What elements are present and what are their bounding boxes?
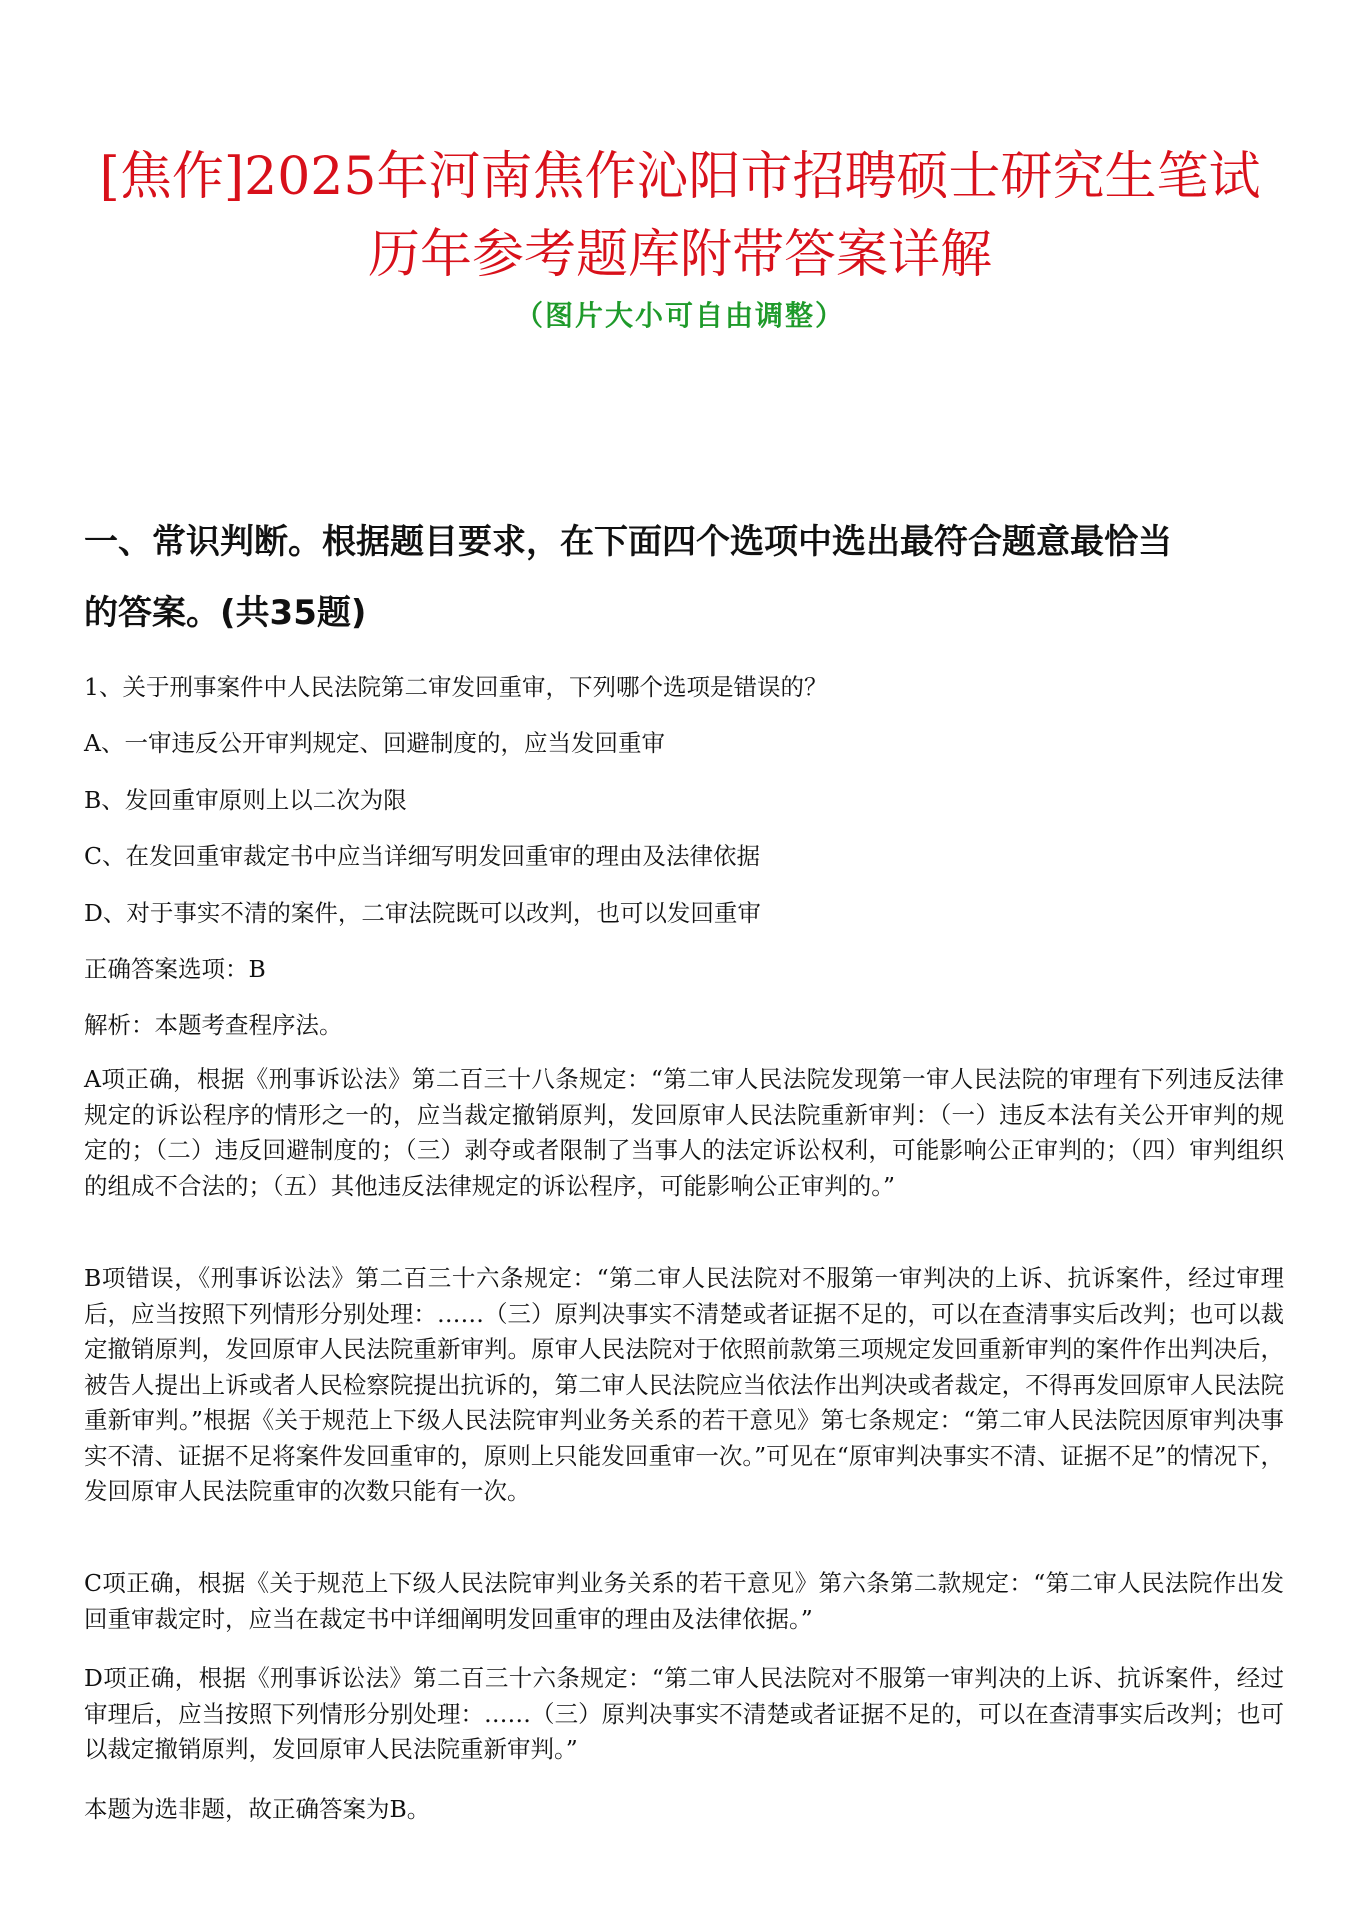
option-c: C、在发回重审裁定书中应当详细写明发回重审的理由及法律依据: [84, 842, 760, 870]
option-b: B、发回重审原则上以二次为限: [84, 786, 407, 814]
analysis-paragraph-a: A项正确，根据《刑事诉讼法》第二百三十八条规定：“第二审人民法院发现第一审人民法院的审理有下列违反法律规定的诉讼程序的情形之一的，应当裁定撤销原判，发回原审人民法院重新审判：（一）违反本法有关公开审判的规定的；（二）违反回避制度的；（三）剥夺或者限制了当事人的法定诉讼权利，可能影响公正审判的；（四）审判组织的组成不合法的；（五）其他违反法律规定的诉讼程序，可能影响公正审判的。”: [84, 1065, 1284, 1200]
analysis-paragraph-c: C项正确，根据《关于规范上下级人民法院审判业务关系的若干意见》第六条第二款规定：“第二审人民法院作出发回重审裁定时，应当在裁定书中详细阐明发回重审的理由及法律依据。”: [84, 1569, 1284, 1633]
document-title-line-2: 历年参考题库附带答案详解: [367, 225, 992, 285]
analysis-paragraph-d: D项正确，根据《刑事诉讼法》第二百三十六条规定：“第二审人民法院对不服第一审判决的上诉、抗诉案件，经过审理后，应当按照下列情形分别处理：……（三）原判决事实不清楚或者证据不足的，可以在查清事实后改判；也可以裁定撤销原判，发回原审人民法院重新审判。”: [84, 1664, 1284, 1763]
document-title-line-1: [焦作]2025年河南焦作沁阳市招聘硕士研究生笔试: [99, 147, 1261, 207]
analysis-paragraph-b: B项错误，《刑事诉讼法》第二百三十六条规定：“第二审人民法院对不服第一审判决的上诉、抗诉案件，经过审理后，应当按照下列情形分别处理：……（三）原判决事实不清楚或者证据不足的，可以在查清事实后改判；也可以裁定撤销原判，发回原审人民法院重新审判。原审人民法院对于依照前款第三项规定发回重新审判的案件作出判决后，被告人提出上诉或者人民检察院提出抗诉的，第二审人民法院应当依法作出判决或者裁定，不得再发回原审人民法院重新审判。”根据《关于规范上下级人民法院审判业务关系的若干意见》第七条规定：“第二审人民法院因原审判决事实不清、证据不足将案件发回重审的，原则上只能发回重审一次。”可见在“原审判决事实不清、证据不足”的情况下，发回原审人民法院重审的次数只能有一次。: [84, 1264, 1284, 1505]
correct-answer: 正确答案选项：B: [84, 955, 266, 983]
answer-conclusion: 本题为选非题，故正确答案为B。: [84, 1795, 431, 1823]
section-heading-line-1: 一、常识判断。根据题目要求，在下面四个选项中选出最符合题意最恰当: [84, 522, 1172, 562]
option-d: D、对于事实不清的案件，二审法院既可以改判，也可以发回重审: [84, 899, 761, 927]
section-heading-line-2: 的答案。(共35题): [84, 593, 367, 633]
document-subtitle: （图片大小可自由调整）: [514, 299, 845, 332]
question-stem: 1、关于刑事案件中人民法院第二审发回重审，下列哪个选项是错误的？: [84, 673, 828, 701]
analysis-intro: 解析：本题考查程序法。: [84, 1011, 343, 1039]
option-a: A、一审违反公开审判规定、回避制度的，应当发回重审: [84, 729, 665, 757]
